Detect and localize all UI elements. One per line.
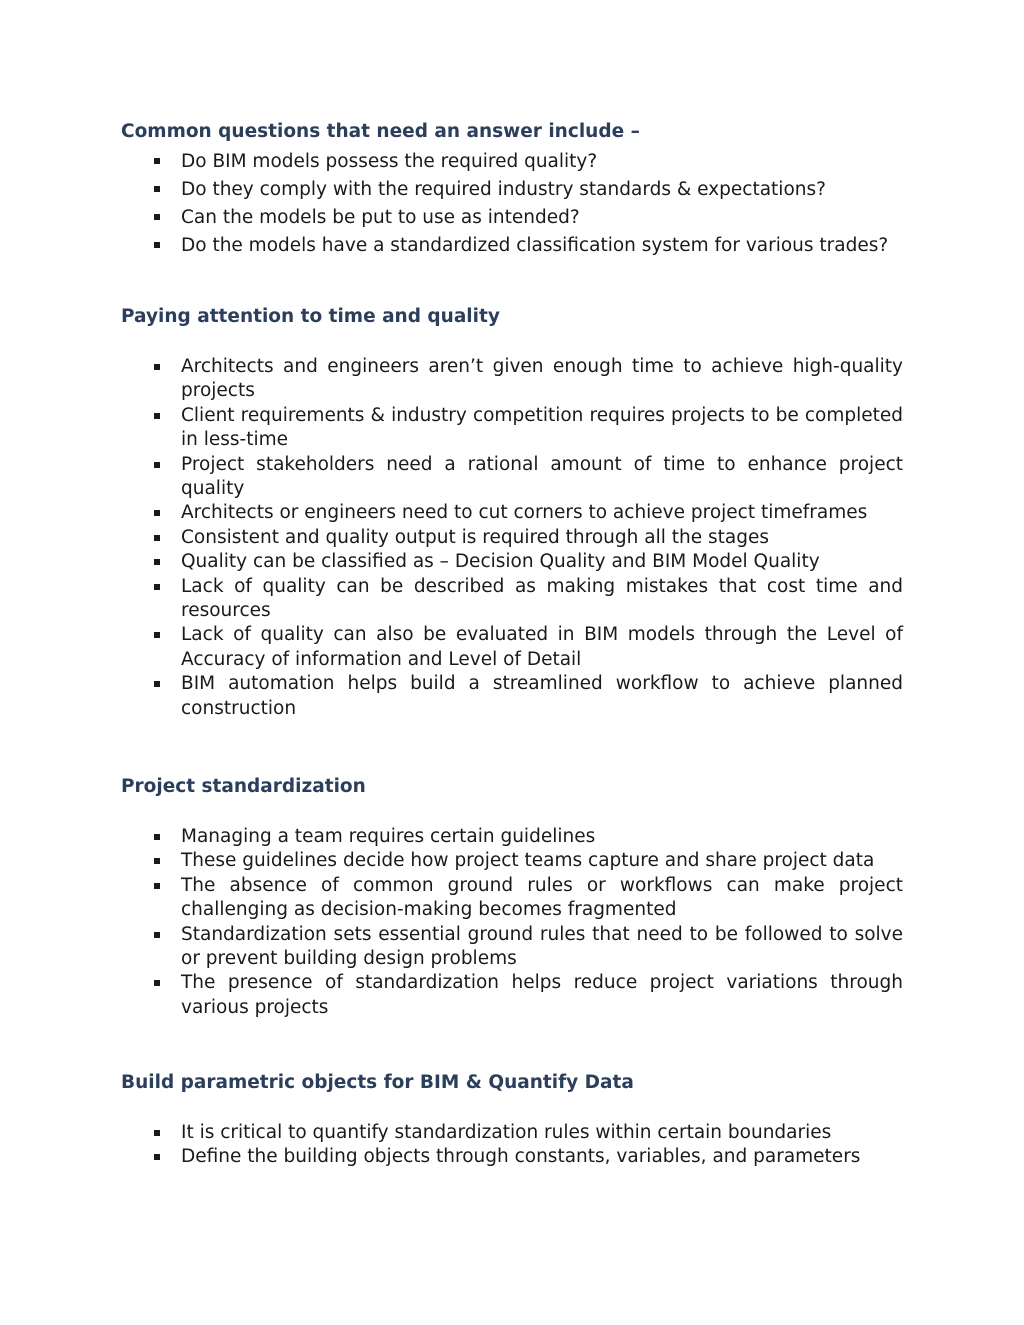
square-bullet-icon bbox=[154, 1130, 160, 1136]
parametric-objects-list bbox=[121, 1121, 903, 1170]
list-item bbox=[121, 453, 903, 502]
square-bullet-icon bbox=[154, 932, 160, 938]
square-bullet-icon bbox=[154, 980, 160, 986]
square-bullet-icon bbox=[154, 559, 160, 565]
list-item-text: Project stakeholders need a rational amount of time to enhance project quality bbox=[181, 453, 903, 500]
list-item-text: Lack of quality can also be evaluated in BIM models through the Level of Accuracy of information and Level of Detail bbox=[181, 624, 903, 670]
list-item bbox=[121, 550, 903, 574]
list-item bbox=[121, 575, 903, 624]
section-heading-parametric-objects: Build parametric objects for BIM & Quantify Data bbox=[121, 1072, 634, 1093]
list-item-text: Consistent and quality output is required through all the stages bbox=[181, 526, 769, 548]
list-item-text: Do BIM models possess the required quality? bbox=[181, 151, 598, 172]
list-item-text: BIM automation helps build a streamlined workflow to achieve planned construction bbox=[181, 673, 903, 719]
section-heading-standardization: Project standardization bbox=[121, 776, 366, 797]
list-item-text: Client requirements & industry competition requires projects to be completed in less-time bbox=[181, 404, 903, 451]
list-item-text: Define the building objects through constants, variables, and parameters bbox=[181, 1146, 861, 1168]
list-item-text: The absence of common ground rules or workflows can make project challenging as decision-making becomes fragmented bbox=[181, 874, 903, 921]
list-item bbox=[121, 1145, 903, 1169]
square-bullet-icon bbox=[154, 186, 160, 192]
list-item bbox=[121, 148, 903, 176]
list-item bbox=[121, 623, 903, 672]
square-bullet-icon bbox=[154, 214, 160, 220]
list-item bbox=[121, 501, 903, 525]
list-item-text: Do they comply with the required industry standards & expectations? bbox=[181, 179, 826, 200]
common-questions-list bbox=[121, 148, 903, 260]
list-item-text: Managing a team requires certain guidelines bbox=[181, 826, 596, 847]
square-bullet-icon bbox=[154, 158, 160, 164]
list-item bbox=[121, 526, 903, 550]
square-bullet-icon bbox=[154, 242, 160, 248]
list-item bbox=[121, 971, 903, 1020]
list-item bbox=[121, 672, 903, 721]
list-item-text: Standardization sets essential ground rules that need to be followed to solve or prevent building design problems bbox=[181, 923, 903, 970]
square-bullet-icon bbox=[154, 584, 160, 590]
list-item bbox=[121, 1121, 903, 1145]
list-item bbox=[121, 232, 903, 260]
list-item-text: Do the models have a standardized classification system for various trades? bbox=[181, 235, 889, 256]
list-item-text: These guidelines decide how project teams capture and share project data bbox=[181, 850, 875, 872]
square-bullet-icon bbox=[154, 858, 160, 864]
square-bullet-icon bbox=[154, 462, 160, 468]
square-bullet-icon bbox=[154, 510, 160, 516]
list-item bbox=[121, 204, 903, 232]
section-heading-common-questions: Common questions that need an answer include – bbox=[121, 121, 640, 142]
list-item bbox=[121, 176, 903, 204]
square-bullet-icon bbox=[154, 413, 160, 419]
list-item bbox=[121, 874, 903, 923]
list-item-text: The presence of standardization helps reduce project variations through various projects bbox=[181, 972, 903, 1018]
square-bullet-icon bbox=[154, 681, 160, 687]
list-item bbox=[121, 923, 903, 972]
square-bullet-icon bbox=[154, 834, 160, 840]
list-item-text: Architects and engineers aren’t given enough time to achieve high-quality projects bbox=[181, 356, 903, 402]
standardization-list bbox=[121, 825, 903, 1020]
list-item bbox=[121, 404, 903, 453]
list-item-text: Lack of quality can be described as making mistakes that cost time and resources bbox=[181, 575, 903, 622]
list-item-text: Can the models be put to use as intended? bbox=[181, 207, 580, 228]
square-bullet-icon bbox=[154, 535, 160, 541]
time-quality-list bbox=[121, 355, 903, 721]
list-item bbox=[121, 825, 903, 849]
square-bullet-icon bbox=[154, 1154, 160, 1160]
list-item-text: Architects or engineers need to cut corners to achieve project timeframes bbox=[181, 502, 868, 524]
square-bullet-icon bbox=[154, 364, 160, 370]
section-heading-time-quality: Paying attention to time and quality bbox=[121, 306, 500, 327]
list-item bbox=[121, 355, 903, 404]
list-item bbox=[121, 849, 903, 873]
square-bullet-icon bbox=[154, 632, 160, 638]
list-item-text: It is critical to quantify standardization rules within certain boundaries bbox=[181, 1122, 832, 1143]
square-bullet-icon bbox=[154, 883, 160, 889]
list-item-text: Quality can be classified as – Decision Quality and BIM Model Quality bbox=[181, 551, 820, 573]
